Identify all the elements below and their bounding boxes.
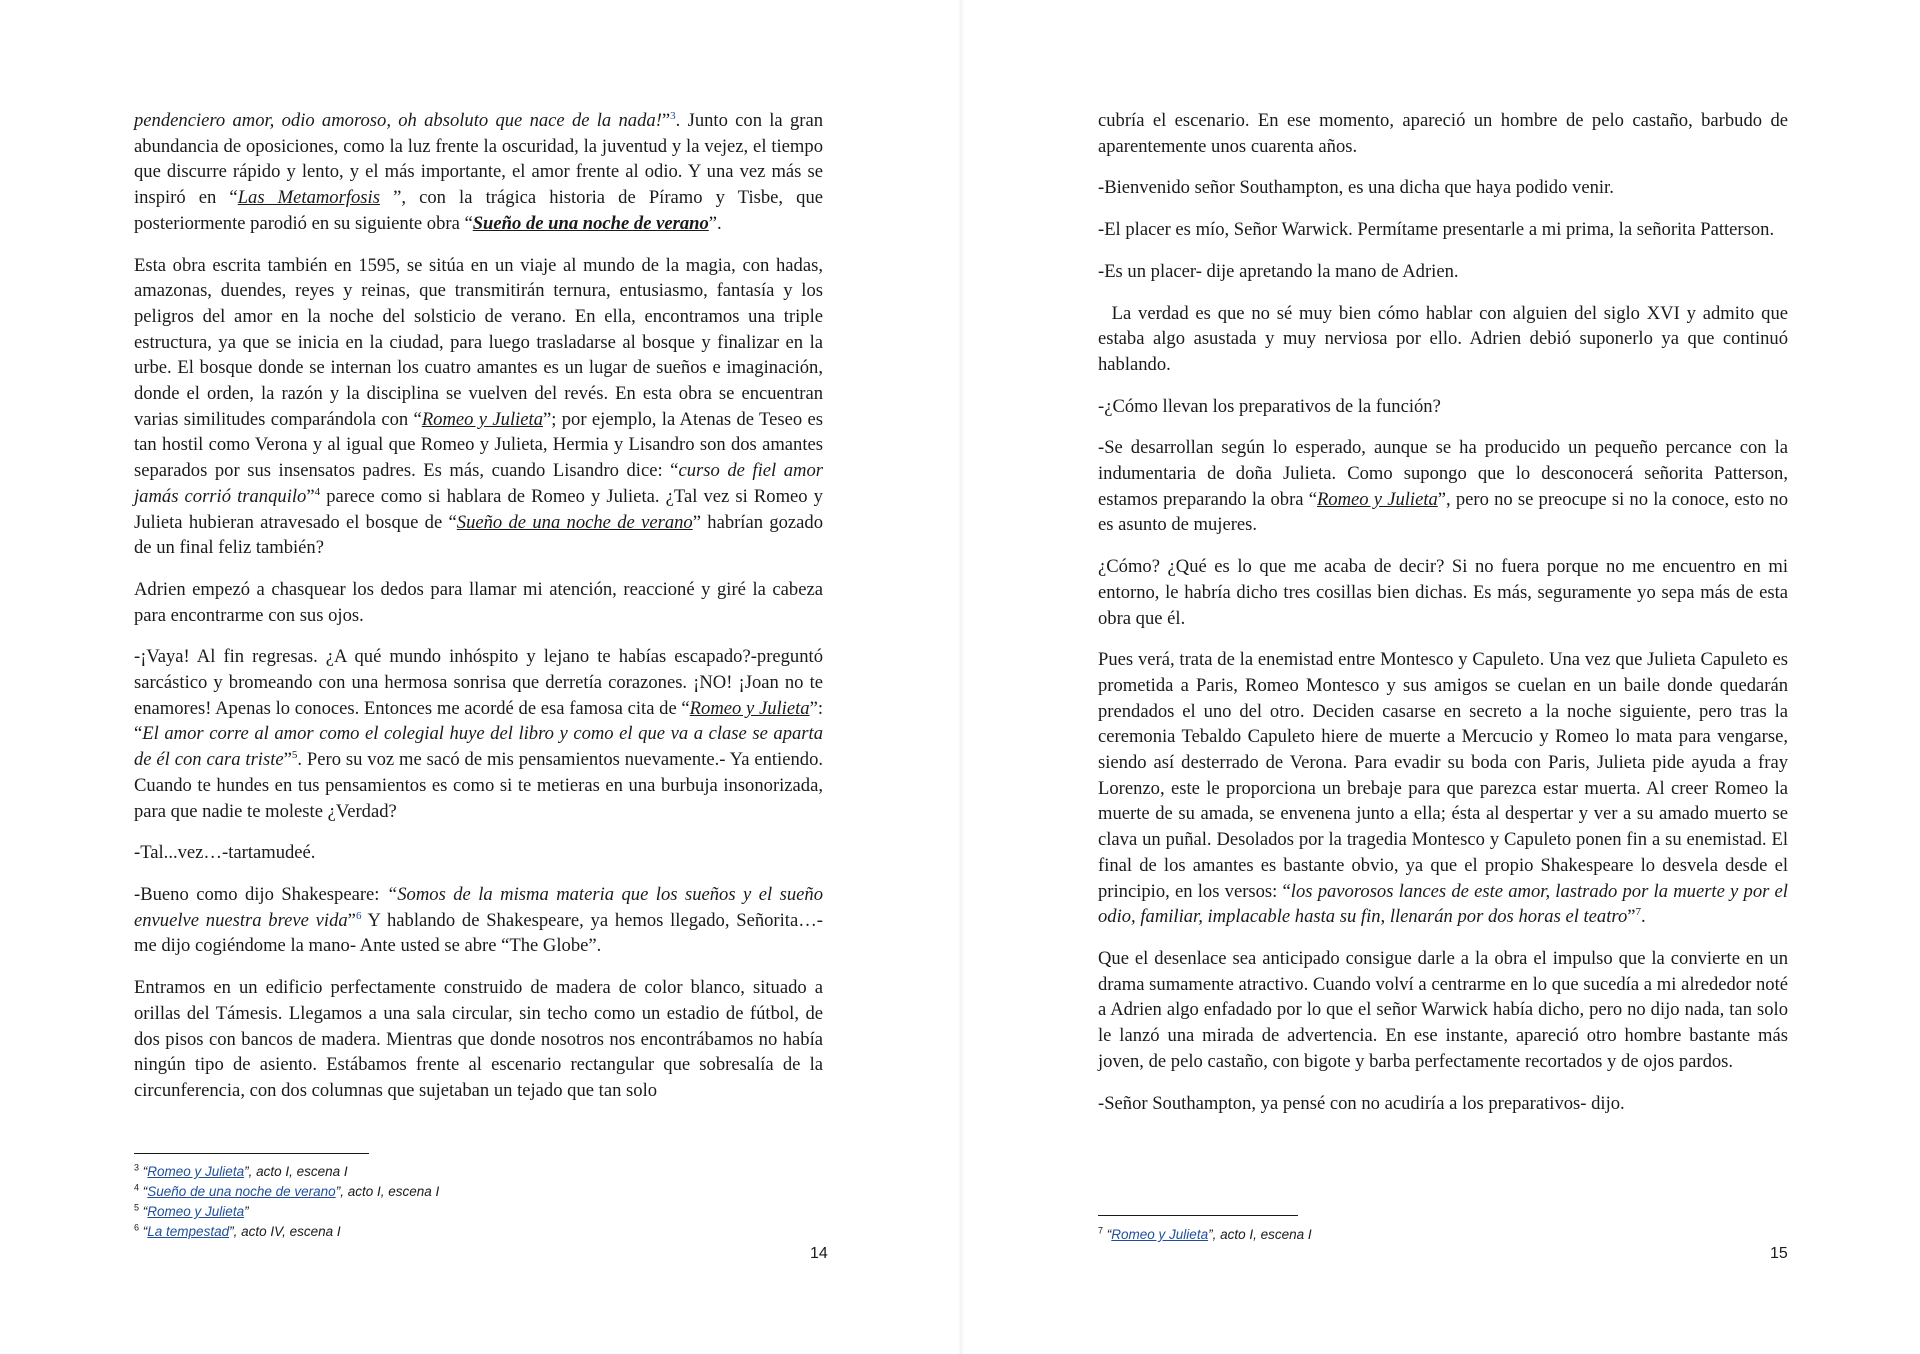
text-run: Esta obra escrita también en 1595, se sitúa en un viaje al mundo de la magia, con hadas, amazonas, duendes, reyes y reinas, que transmitirán ternura, entusiasmo, fantasía y los peligros del amor en la noche del solsticio de verano. En ella, encontramos una triple estructura, ya que se inicia en la ciudad, para luego trasladarse al bosque y finalizar en la urbe. El bosque donde se internan los cuatro amantes es un lugar de sueños e imaginación, donde el orden, la razón y la disciplina se vuelven del revés. En esta obra se encuentran varias similitudes comparándola con “ [134, 254, 823, 430]
paragraph: -¿Cómo llevan los preparativos de la función? [1098, 395, 1441, 417]
footnote-ref-4[interactable]: 4 [314, 485, 321, 498]
text-run: ”, acto I, escena I [1208, 1227, 1312, 1242]
paragraph: Entramos en un edificio perfectamente construido de madera de color blanco, situado a orillas del Támesis. Llegamos a una sala circular, sin techo como un estadio de fútbol, de dos pisos con bancos de madera. Mientras que donde nosotros nos encontrábamos no había ningún tipo de asiento. Estábamos frente al escenario rectangular que sobresalía de la circunferencia, con dos columnas que sujetaban un tejado que tan solo [134, 977, 823, 1101]
paragraph [1098, 647, 1788, 930]
footnote-number: 6 [134, 1222, 140, 1233]
left-page [0, 0, 958, 1354]
paragraph: -Es un placer- dije apretando la mano de Adrien. [1098, 260, 1459, 282]
text-run: -Se desarrollan según lo esperado, aunque se ha producido un pequeño percance con la indumentaria de doña Julieta. Como supongo que lo desconocerá señorita Patterson, estamos preparando la obra “ [1098, 437, 1788, 510]
footnote-ref-6[interactable]: 6 [355, 909, 362, 922]
right-page [964, 0, 1920, 1354]
text-run: ”, con la trágica historia de Píramo y Tisbe, que posteriormente parodió en su siguiente obra “ [134, 187, 824, 234]
footnotes [1098, 1225, 1312, 1245]
text-run: parece como si hablara de Romeo y Julieta. ¿Tal vez si Romeo y Julieta hubieran atravesado el bosque de “ [134, 485, 823, 533]
quote: El amor corre al amor como el colegial huye del libro y como el que va a clase se aparta de él con cara triste [134, 723, 823, 771]
text-run: “ [1106, 1227, 1112, 1242]
text-run: “ [142, 1204, 148, 1219]
title-romeo-y-julieta: Romeo y Julieta [421, 408, 543, 430]
text-run: ” [244, 1204, 249, 1219]
paragraph: -El placer es mío, Señor Warwick. Permítame presentarle a mi prima, la señorita Patterson. [1098, 219, 1775, 241]
text-run: “ [142, 1164, 148, 1179]
text-run: “ [142, 1184, 148, 1199]
text-run: ” [306, 485, 315, 507]
footnote-5 [134, 1202, 439, 1222]
text-run: ”; por ejemplo, la Atenas de Teseo es tan hostil como Verona y al igual que Romeo y Julieta, Hermia y Lisandro son dos amantes separados por sus insensatos padres. Es más, cuando Lisandro dice: “ [134, 408, 823, 482]
text-run: ”, acto IV, escena I [229, 1224, 341, 1239]
paragraph: La verdad es que no sé muy bien cómo hablar con alguien del siglo XVI y admito que estaba algo asustada y muy nerviosa por ello. Adrien debió suponerlo ya que continuó hablando. [1098, 302, 1793, 375]
footnote-link[interactable]: Romeo y Julieta [1111, 1227, 1209, 1242]
text-run: ” habrían gozado de un final feliz también? [134, 511, 824, 559]
text-run: ”, acto I, escena I [244, 1164, 348, 1179]
page-number: 15 [1770, 1245, 1788, 1262]
title-romeo-y-julieta: Romeo y Julieta [1316, 488, 1438, 510]
footnote-4 [134, 1182, 439, 1202]
title-sueno-de-una-noche: Sueño de una noche de verano [472, 212, 709, 234]
text-run: ”, pero no se preocupe si no la conoce, esto no es asunto de mujeres. [1098, 488, 1788, 536]
title-las-metamorfosis: Las Metamorfosis [237, 187, 380, 209]
text-run: -¡Vaya! Al fin regresas. ¿A qué mundo inhóspito y lejano te habías escapado?-preguntó sarcástico y bromeando con una hermosa sonrisa que derretía corazones. ¡NO! ¡Joan no te enamores! Apenas lo conoces. Entonces me acordé de esa famosa cita de “ [134, 646, 823, 719]
text-run: Y hablando de Shakespeare, ya hemos llegado, Señorita…- me dijo cogiéndome la mano- Ante usted se abre “The Globe”. [134, 909, 823, 957]
footnote-separator [1098, 1215, 1298, 1216]
paragraph [134, 882, 823, 959]
paragraph: cubría el escenario. En ese momento, apareció un hombre de pelo castaño, barbudo de aparentemente unos cuarenta años. [1098, 110, 1788, 157]
page-number: 14 [810, 1245, 828, 1262]
paragraph: -Bienvenido señor Southampton, es una dicha que haya podido venir. [1098, 177, 1614, 199]
paragraph [1098, 435, 1788, 538]
footnote-link[interactable]: Sueño de una noche de verano [147, 1184, 336, 1199]
footnote-ref-5[interactable]: 5 [291, 748, 298, 761]
text-run: “ [142, 1224, 148, 1239]
footnote-ref-7[interactable]: 7 [1635, 906, 1642, 919]
text-run: -Bueno como dijo Shakespeare: [134, 883, 387, 905]
left-page-body [134, 108, 823, 1104]
quote: curso de fiel amor jamás corrió tranquilo [134, 460, 823, 507]
paragraph [134, 253, 823, 561]
text-run: ”, acto I, escena I [335, 1184, 440, 1199]
text-run: ”: “ [134, 697, 823, 745]
text-run: ” [1627, 906, 1636, 928]
paragraph [134, 108, 823, 237]
footnote-link[interactable]: Romeo y Julieta [147, 1204, 245, 1219]
text-run: . Pero su voz me sacó de mis pensamientos nuevamente.- Ya entiendo. Cuando te hundes en tus pensamientos es como si te metieras en una burbuja insonorizada, para que nadie te moleste ¿Verdad? [134, 749, 824, 822]
text-run: ” [283, 749, 292, 771]
paragraph: ¿Cómo? ¿Qué es lo que me acaba de decir? Si no fuera porque no me encuentro en mi entorno, le habría dicho tres cosillas bien dichas. Es más, seguramente yo sepa más de esta obra que él. [1098, 556, 1788, 629]
text-run: . [1641, 906, 1646, 928]
paragraph: -Señor Southampton, ya pensé con no acudiría a los preparativos- dijo. [1098, 1092, 1625, 1114]
paragraph: Que el desenlace sea anticipado consigue darle a la obra el impulso que la convierte en un drama sumamente atractivo. Cuando volví a centrarme en lo que sucedía a mi alrededor noté a Adrien algo enfadado por lo que el señor Warwick había dicho, pero no dijo nada, tan solo le lanzó una mirada de advertencia. En ese instante, apareció otro hombre bastante más joven, de pelo castaño, con bigote y barba perfectamente recortados y de ojos pardos. [1098, 947, 1788, 1072]
footnote-number: 5 [134, 1202, 140, 1213]
footnote-ref-3[interactable]: 3 [670, 109, 676, 122]
quote: los pavorosos lances de este amor, lastrado por la muerte y por el odio, familiar, implacable hasta su fin, llenarán por dos horas el teatro [1098, 880, 1788, 928]
footnote-number: 3 [134, 1162, 140, 1173]
paragraph: -Tal...vez…-tartamudeé. [134, 842, 316, 864]
footnote-link[interactable]: Romeo y Julieta [147, 1164, 245, 1179]
right-page-body [1098, 108, 1793, 1116]
text-run: . Junto con la gran abundancia de oposiciones, como la luz frente la oscuridad, la juventud y la vejez, el tiempo que discurre rápido y lento, y el más importante, el amor frente al odio. Y una vez más se inspiró en “ [134, 110, 823, 209]
footnote-number: 7 [1098, 1225, 1104, 1236]
title-sueno-de-una-noche: Sueño de una noche de verano [456, 511, 693, 533]
text-run: Pues verá, trata de la enemistad entre Montesco y Capuleto. Una vez que Julieta Capuleto es prometida a Paris, Romeo Montesco y sus amigos se cuelan en un baile donde quedarán prendados el uno del otro. Deciden casarse en secreto a la noche siguiente, pero tras la ceremonia Tebaldo Capuleto hiere de muerte a Mercucio y Romeo lo mata para vengarse, siendo así desterrado de Verona. Para evadir su boda con Paris, Julieta pide ayuda a fray Lorenzo, este le proporciona un brebaje para que parezca estar muerta. Al creer Romeo la muerte de su amada, se envenena junto a ella; ésta al despertar y ver a su amado muerto se clava un puñal. Desolados por la tragedia Montesco y Capuleto ponen fin a su enemistad. El final de los amantes es bastante obvio, ya que el propio Shakespeare lo desvela desde el principio, en los versos: “ [1098, 649, 1788, 902]
footnotes [134, 1162, 439, 1242]
text-run: ” [347, 909, 356, 931]
footnote-7 [1098, 1225, 1312, 1245]
quote: “Somos de la misma materia que los sueños y el sueño envuelve nuestra breve vida [134, 883, 823, 931]
text-run: ”. [708, 212, 722, 234]
title-romeo-y-julieta: Romeo y Julieta [689, 697, 810, 719]
paragraph [134, 644, 823, 824]
footnote-number: 4 [134, 1182, 140, 1193]
quote: pendenciero amor, odio amoroso, oh absoluto que nace de la nada! [134, 110, 662, 131]
paragraph: Adrien empezó a chasquear los dedos para llamar mi atención, reaccioné y giré la cabeza para encontrarme con sus ojos. [134, 578, 823, 626]
footnote-link[interactable]: La tempestad [147, 1224, 230, 1239]
quote-close: ” [661, 110, 671, 131]
footnote-3 [134, 1162, 439, 1182]
footnote-separator [134, 1153, 369, 1154]
footnote-6 [134, 1222, 439, 1242]
